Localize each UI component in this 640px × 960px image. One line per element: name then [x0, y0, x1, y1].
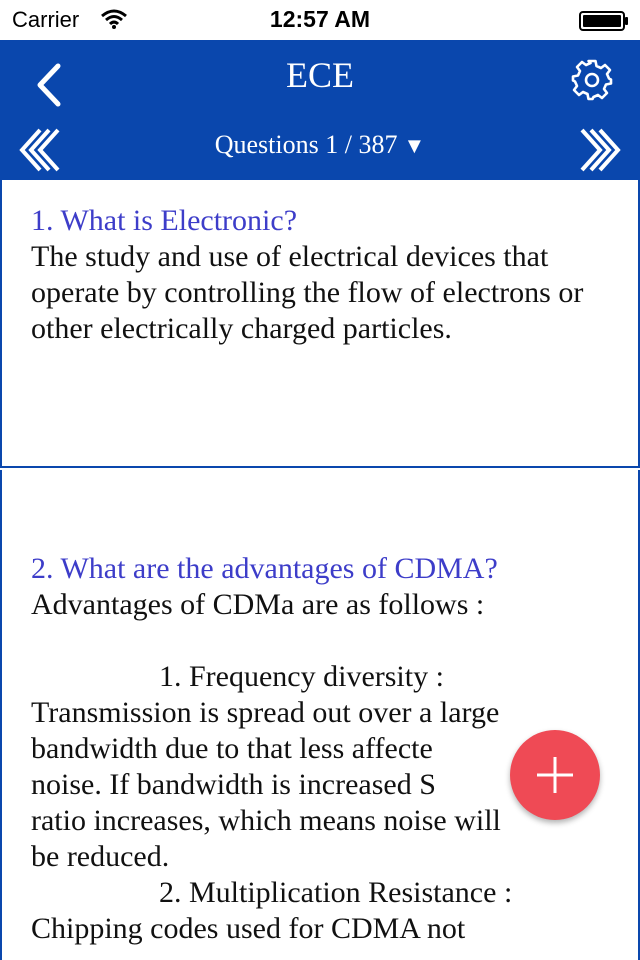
- answer-line: noise. If bandwidth is increased S: [31, 768, 436, 801]
- answer-spacer: [31, 623, 631, 659]
- answer-line: ratio increases, which means noise will: [31, 804, 501, 837]
- question-selector[interactable]: [0, 130, 640, 160]
- status-time: 12:57 AM: [269, 6, 371, 32]
- answer-line: Chipping codes used for CDMA not: [31, 912, 466, 945]
- gear-icon[interactable]: [568, 56, 616, 104]
- answer-line: Transmission is spread out over a large: [31, 696, 500, 729]
- question-title: 2. What are the advantages of CDMA?: [31, 552, 498, 585]
- question-list[interactable]: [0, 180, 640, 960]
- question-title: 1. What is Electronic?: [31, 204, 298, 237]
- double-chevron-right-icon[interactable]: [572, 126, 624, 174]
- answer-line: bandwidth due to that less affecte: [31, 732, 433, 765]
- answer-line: be reduced.: [31, 840, 170, 873]
- battery-icon: [579, 11, 629, 31]
- question-counter: Questions 1 / 387: [214, 130, 398, 159]
- dropdown-caret-icon: ▼: [403, 133, 426, 158]
- status-bar: [0, 0, 640, 40]
- add-button[interactable]: [510, 730, 600, 820]
- question-answer: The study and use of electrical devices that operate by controlling the flow of electrons or other electrically charged particles.: [31, 240, 591, 345]
- answer-point-heading: 1. Frequency diversity :: [159, 660, 444, 693]
- answer-intro: Advantages of CDMa are as follows :: [31, 588, 485, 621]
- navigation-bar: [0, 40, 640, 180]
- page-title: ECE: [286, 55, 354, 95]
- question-card[interactable]: [0, 180, 640, 468]
- plus-icon: [535, 755, 575, 795]
- answer-point-heading: 2. Multiplication Resistance :: [159, 876, 513, 909]
- question-card[interactable]: [0, 470, 640, 960]
- carrier-label: Carrier: [12, 7, 80, 32]
